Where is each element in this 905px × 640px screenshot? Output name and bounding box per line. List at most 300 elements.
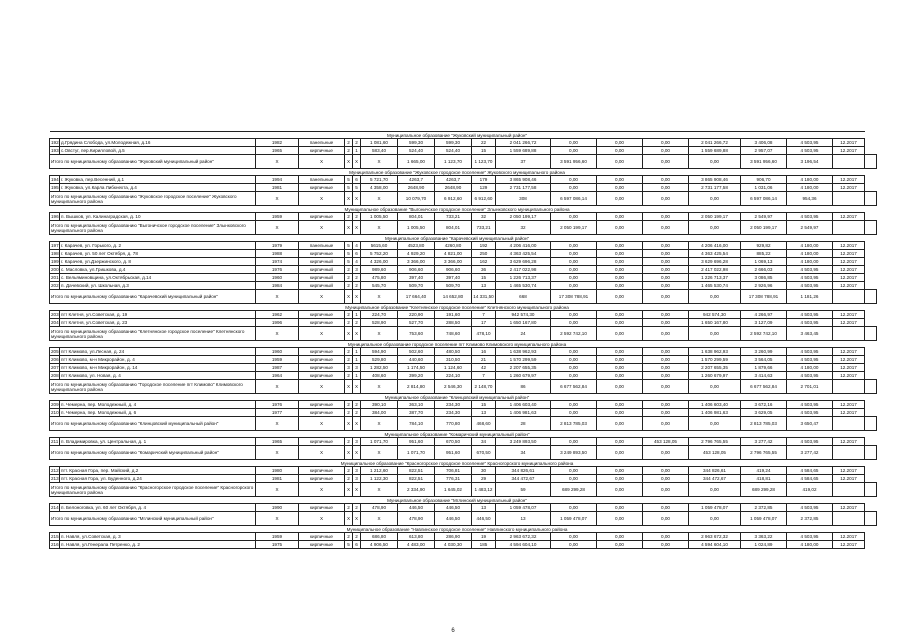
table-cell: 1 465 530,74 [689,282,741,290]
total-row [50,380,877,394]
table-cell: X [361,512,398,526]
table-cell: кирпичные [299,409,345,417]
table-cell: X [345,327,353,341]
table-cell: 0,00 [597,290,643,304]
table-cell: X [345,380,353,394]
total-row [50,327,877,341]
table-cell: 202 [51,283,59,288]
table-cell: 1 031,06 [741,184,787,192]
table-cell: 12.2017 [833,139,865,147]
table-cell: 129 [472,184,496,192]
table-cell: 310,50 [435,356,472,364]
table-cell: кирпичный [299,258,345,266]
table-cell: 37 [496,155,551,169]
table-cell: 3 414,63 [741,372,787,380]
table-cell: 822,51 [398,475,435,483]
table-cell: 0,00 [597,250,643,258]
table-cell: 28 [496,417,551,431]
table-cell: 0,00 [643,176,689,184]
table-cell: 0,00 [643,155,689,169]
table-cell [833,290,865,304]
table-cell: 0,00 [551,504,597,512]
table-cell: кирпичные [299,467,345,475]
table-row [50,250,877,258]
table-cell: 363,10 [398,401,435,409]
table-cell: 4 030,30 [435,541,472,549]
table-cell: 4 503,95 [787,213,833,221]
table-cell: 2 [345,282,353,290]
table-cell: 1 [353,147,361,155]
table-cell: 0,00 [689,483,741,497]
table-cell: 0,00 [551,533,597,541]
table-cell: 2 [345,139,353,147]
table-cell: 0,00 [551,184,597,192]
table-cell: 4 503,95 [787,274,833,282]
table-cell: 2 [353,319,361,327]
table-cell: 613,80 [398,533,435,541]
table-cell: 3 127,09 [741,319,787,327]
table-cell: 12.2017 [833,242,865,250]
table-cell: 2 372,85 [741,504,787,512]
table-cell: 1959 [256,213,299,221]
table-cell: 1982 [256,139,299,147]
table-cell: 0,00 [689,512,741,526]
table-cell: 446,50 [472,512,496,526]
table-cell: 0,00 [597,221,643,235]
table-cell: 4 363 425,54 [496,250,551,258]
table-cell: 205 [51,349,59,354]
table-cell: 1 [353,372,361,380]
table-cell: 1 406 603,40 [689,401,741,409]
table-cell: пгт Климово, м-н Микрорайон, д. 4 [60,356,256,364]
table-cell: 4 594 604,10 [496,541,551,549]
table-row [50,311,877,319]
total-label: Итого по муниципальному образованию "Клинцовский муниципальный район" [50,417,256,431]
table-cell: 206 [51,357,59,362]
table-cell: 942 574,30 [496,311,551,319]
table-cell: 0,00 [643,139,689,147]
table-cell [833,192,865,206]
section-header [50,304,877,311]
table-cell: 6 [353,541,361,549]
total-label: Итого по муниципальному образованию "Жуковское городское поселение" Жуковского муниципального района [50,192,256,206]
table-cell: 3 591 956,60 [551,155,597,169]
table-cell: 0,00 [643,401,689,409]
table-cell: кирпичные [299,438,345,446]
table-cell: 1960 [256,348,299,356]
table-cell: 0,00 [597,213,643,221]
table-cell: 1977 [256,409,299,417]
table-cell: 0,00 [643,467,689,475]
table-cell: 1965 [256,438,299,446]
table-cell: 12.2017 [833,504,865,512]
table-cell [833,155,865,169]
table-cell: 4 503,95 [787,438,833,446]
table-cell: 2 [353,139,361,147]
table-cell: 19 [472,533,496,541]
table-cell: 1 123,70 [472,155,496,169]
table-cell: 2 926,96 [741,282,787,290]
table-cell: г. Карачев, ул. 50 лет Октября, д. 78 [60,250,256,258]
table-cell: 0,00 [597,504,643,512]
table-cell: 0,00 [597,512,643,526]
table-cell: X [353,512,361,526]
table-cell: 1 260 679,97 [496,372,551,380]
table-cell: 689 299,28 [741,483,787,497]
table-cell: 0,00 [643,250,689,258]
table-cell: 207 [51,365,59,370]
table-cell: 5 [345,242,353,250]
table-cell: пгт Климово, м-н Микрорайон, д. 14 [60,364,256,372]
table-cell: 197 [51,243,59,248]
table-cell: 1 081,60 [361,139,398,147]
table-cell: 2 [345,311,353,319]
table-cell: 17 308 788,91 [551,290,597,304]
table-cell: 0,00 [643,221,689,235]
section-title: Муниципальное образование "Выгоничское городское поселение" Злынковского муниципального района [50,206,865,213]
table-cell: 4 326,00 [361,258,398,266]
table-cell: X [345,512,353,526]
table-cell: 14 652,80 [435,290,472,304]
table-cell: 2 417 022,98 [689,266,741,274]
table-cell: кирпичные [299,319,345,327]
table-cell: X [299,417,345,431]
table-cell: кирпичные [299,184,345,192]
section-header [50,341,877,348]
table-cell: 2 549,97 [787,221,833,235]
table-cell: 199 [51,259,59,264]
section-header [50,460,877,467]
table-row [50,467,877,475]
table-cell: 12.2017 [833,274,865,282]
table-cell: п. Белоноговка, ул. 60 лет Октября, д. 4 [60,504,256,512]
section-header [50,526,877,533]
section-header [50,497,877,504]
table-cell: 1 123,70 [435,155,472,169]
table-cell: 0,00 [597,348,643,356]
table-cell: 0,00 [643,192,689,206]
table-cell: 599,30 [398,139,435,147]
table-cell: 5615,60 [361,242,398,250]
table-cell: 3 [353,467,361,475]
table-cell: 0,00 [643,282,689,290]
table-cell: 951,60 [398,438,435,446]
table-cell: 0,00 [597,409,643,417]
table-cell: панельные [299,176,345,184]
table-cell: 192 [51,140,59,145]
table-cell: X [345,290,353,304]
table-cell: 753,60 [398,327,435,341]
table-cell: 344 826,61 [496,467,551,475]
table-cell: X [299,483,345,497]
table-cell: X [345,417,353,431]
section-title: Муниципальное образование "Жуковское городское поселение" Жуковского муниципального района [50,169,865,176]
table-cell: 419,02 [787,483,833,497]
table-cell: 733,21 [435,213,472,221]
table-cell: 0,00 [551,438,597,446]
table-cell: 1 124,60 [435,364,472,372]
table-cell: 32 [496,221,551,235]
table-cell: 0,00 [597,401,643,409]
table-cell: 1 059 478,07 [741,512,787,526]
table-cell: 0,00 [551,139,597,147]
table-cell: 1 005,50 [361,213,398,221]
table-cell: кирпичные [299,311,345,319]
table-cell: X [345,192,353,206]
table-cell: 3 629 696,28 [689,258,741,266]
total-label: Итого по муниципальному образованию "Красногорское городское поселение" Красногорского муниципального района [50,483,256,497]
table-cell: 1 559 689,88 [689,147,741,155]
table-cell: 0,00 [597,541,643,549]
table-cell: 12.2017 [833,319,865,327]
table-cell: кирпичный [299,274,345,282]
table-cell: 3 629,05 [741,409,787,417]
table-cell: 2 [353,533,361,541]
table-cell: 0,00 [643,446,689,460]
table-cell: 2 [353,213,361,221]
total-row [50,446,877,460]
table-cell: 32 [472,213,496,221]
table-cell: 1 [353,356,361,364]
table-cell: 0,00 [551,541,597,549]
table-cell: 1984 [256,282,299,290]
table-cell: 5 [345,541,353,549]
table-cell: 1 465 530,74 [496,282,551,290]
total-label: Итого по муниципальному образованию "Жуковский муниципальный район" [50,155,256,169]
table-cell: кирпичный [299,266,345,274]
table-cell: 3 591 956,60 [741,155,787,169]
table-cell: X [256,417,299,431]
table-cell: 34 [472,438,496,446]
table-cell: 0,00 [689,417,741,431]
table-row [50,348,877,356]
table-cell: X [353,380,361,394]
table-cell: 0,00 [643,417,689,431]
table-cell: 2 [345,274,353,282]
table-cell: 4 503,95 [787,147,833,155]
total-label: Итого по муниципальному образованию "Выгоничское городское поселение" Злынковского муниципального района [50,221,256,235]
table-cell: 1 071,70 [398,446,435,460]
table-cell: 670,50 [472,446,496,460]
table-cell: 2 957,07 [741,147,787,155]
table-cell: 344 826,61 [689,467,741,475]
table-cell: 1 212,60 [361,467,398,475]
section-title: Муниципальное образование "Навлинское городское поселение" Навлинского муниципального района [50,526,865,533]
section-title: Муниципальное образование "Мглинский муниципальный район" [50,497,865,504]
table-cell: 1 059 478,07 [551,512,597,526]
table-cell: 0,00 [551,147,597,155]
table-cell: 2 666,03 [741,266,787,274]
table-cell: 528,90 [361,319,398,327]
table-cell: 4 [353,258,361,266]
table-cell: 179 [472,176,496,184]
table-cell: 4 266,97 [741,311,787,319]
table-cell: 1 181,26 [787,290,833,304]
table-cell: 2 050 199,17 [741,221,787,235]
table-cell: пгт Клетня, ул.Советская, д. 23 [60,319,256,327]
table-cell: 419,24 [741,467,787,475]
table-cell [833,446,865,460]
table-cell: 3 650,47 [787,417,833,431]
table-cell: кирпичные [299,356,345,364]
table-cell: 30 [472,467,496,475]
table-cell: 4 503,95 [787,533,833,541]
table-cell: 209 [51,402,59,407]
table-cell: 4260,80 [435,242,472,250]
table-cell: 0,00 [597,311,643,319]
table-cell: 670,50 [435,438,472,446]
table-cell: 1 [353,348,361,356]
table-cell: 776,31 [435,475,472,483]
table-row [50,176,877,184]
table-cell: 1 226 713,37 [689,274,741,282]
section-header [50,206,877,213]
table-cell: 4 483,00 [398,541,435,549]
table-cell: 12.2017 [833,533,865,541]
table-cell: 942 574,30 [689,311,741,319]
table-cell: 0,00 [643,512,689,526]
table-cell: 4 358,00 [361,184,398,192]
table-cell: 3 196,54 [787,155,833,169]
table-cell: 2 [345,533,353,541]
table-cell: 193 [51,148,59,153]
table-cell: 2 417 022,98 [496,266,551,274]
table-cell: 3 086,85 [741,274,787,282]
table-cell: 224,10 [435,372,472,380]
table-cell: 440,60 [398,356,435,364]
table-cell: с. Масловка, ул.Гришкова, д.4 [60,266,256,274]
table-cell: 0,00 [551,319,597,327]
table-cell: 210 [51,410,59,415]
table-cell: пгт Климово, ул. Новая, д. 4 [60,372,256,380]
table-cell: 668 [496,290,551,304]
table-cell: 1 406 981,63 [496,409,551,417]
table-cell: кирпичные [299,213,345,221]
table-cell: 6 912,60 [472,192,496,206]
table-cell: 524,40 [435,147,472,155]
table-cell: 0,00 [551,176,597,184]
table-cell: кирпичные [299,541,345,549]
table-cell: 906,60 [435,266,472,274]
table-cell: 12.2017 [833,438,865,446]
table-cell: 0,00 [597,327,643,341]
table-cell: 0,00 [551,401,597,409]
table-cell: 5 [345,258,353,266]
table-cell: X [353,446,361,460]
table-cell: 2 372,85 [787,512,833,526]
table-cell: 408,60 [361,372,398,380]
table-cell: 36 [472,266,496,274]
table-cell: 951,60 [435,446,472,460]
table-cell: 5 [345,250,353,258]
table-cell: 4 594 604,10 [689,541,741,549]
table-cell: 1959 [256,533,299,541]
table-cell: 3 406,08 [741,139,787,147]
section-title: Муниципальное образование "Жуковский муниципальный район" [50,132,865,139]
table-cell: 200 [51,267,59,272]
table-cell: 4263,7 [435,176,472,184]
table-cell: г. Жуковка, пер.Весенний, д.1 [60,176,256,184]
table-cell: 0,00 [597,438,643,446]
table-cell: 3 [353,438,361,446]
table-cell: 34 [496,446,551,460]
section-header [50,169,877,176]
table-cell: 2 334,90 [398,483,435,497]
table-cell: 7 [472,311,496,319]
total-label: Итого по муниципальному образованию "Мглинский муниципальный район" [50,512,256,526]
table-cell: 0,00 [597,364,643,372]
table-cell: 0,00 [643,483,689,497]
table-row [50,475,877,483]
table-cell: 0,00 [551,372,597,380]
table-cell: 212 [51,468,59,473]
table-cell: 2 [345,266,353,274]
table-cell: 4 503,95 [787,348,833,356]
table-cell: д.Грядина Слобода, ул.Молодежная, д.16 [60,139,256,147]
table-cell: 2 [345,467,353,475]
table-cell: X [299,327,345,341]
table-cell: X [299,192,345,206]
table-cell: 2 546,30 [435,380,472,394]
table-cell: 3 [345,364,353,372]
table-cell: 220,90 [398,311,435,319]
table-cell: 12.2017 [833,213,865,221]
table-cell: 2 [353,282,361,290]
table-cell: 2 813 785,03 [551,417,597,431]
table-cell: 0,00 [643,533,689,541]
table-cell: 0,00 [597,446,643,460]
table-cell: 906,70 [741,176,787,184]
table-cell: 16 [472,348,496,356]
table-cell: X [361,290,398,304]
table-cell: 0,00 [643,327,689,341]
table-cell: 1 570 299,59 [496,356,551,364]
table-cell [865,155,877,169]
table-cell: 0,00 [643,348,689,356]
table-cell: 4 929,20 [398,250,435,258]
table-cell: 0,00 [597,147,643,155]
section-header [50,132,877,139]
table-cell: 17 308 788,91 [741,290,787,304]
table-cell: 4 180,00 [787,184,833,192]
table-cell: 545,70 [361,282,398,290]
table-cell: п. Вышков, ул. Калинаградская, д. 10 [60,213,256,221]
table-cell: 0,00 [597,155,643,169]
table-cell: 2 963 672,32 [496,533,551,541]
table-cell: пгт Клетня, ул.Советская, д. 19 [60,311,256,319]
table-cell: 4 503,95 [787,139,833,147]
table-cell: 2 [345,319,353,327]
table-cell: 2 148,70 [472,380,496,394]
total-label: Итого по муниципальному образованию "Карачевский муниципальный район" [50,290,256,304]
table-cell: 215 [51,534,59,539]
table-cell: 21 [472,356,496,364]
table-row [50,401,877,409]
table-cell: п. Навля, ул.Советская, д. 3 [60,533,256,541]
table-cell: 0,00 [643,541,689,549]
table-cell: 478,90 [398,512,435,526]
table-cell [833,221,865,235]
table-cell: 5 752,20 [361,250,398,258]
table-cell: 1 174,50 [398,364,435,372]
table-row [50,282,877,290]
table-cell: кирпичные [299,364,345,372]
table-cell: 1 638 962,93 [496,348,551,356]
table-cell: 1981 [256,475,299,483]
table-cell: 7 [472,372,496,380]
table-cell: 250 [472,250,496,258]
table-cell: 12.2017 [833,266,865,274]
